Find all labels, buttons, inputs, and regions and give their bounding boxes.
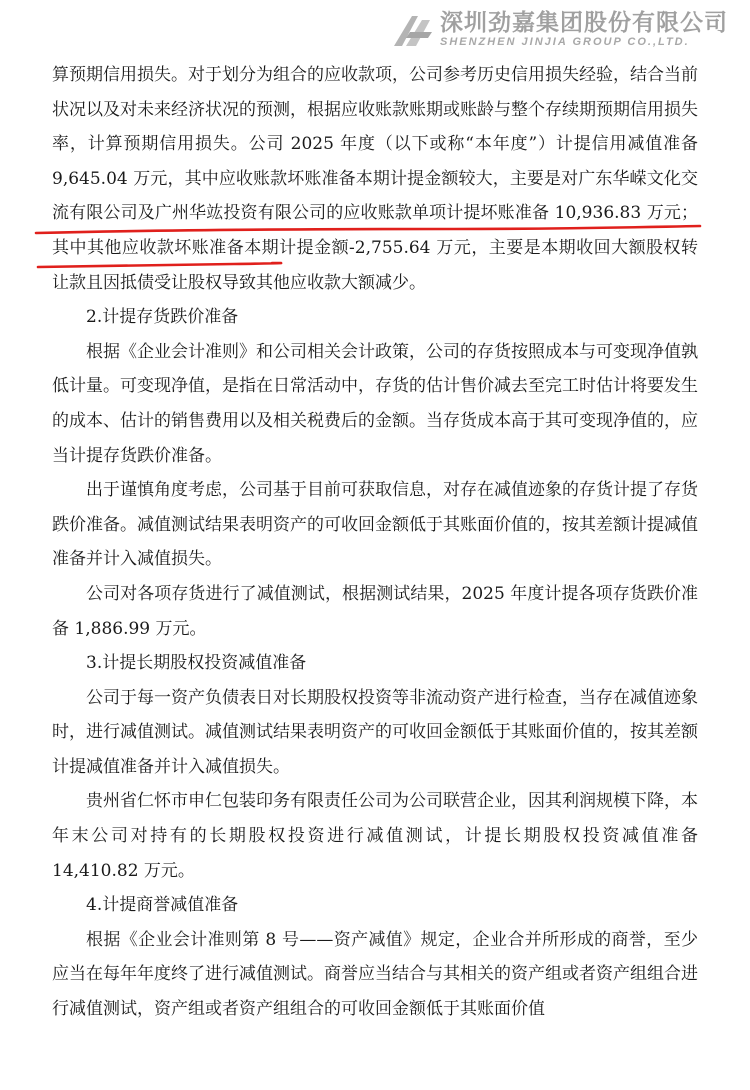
jinjia-logo-icon [390,10,434,50]
section-heading-inventory: 2.计提存货跌价准备 [86,307,239,328]
section-heading-equity-investment: 3.计提长期股权投资减值准备 [86,653,307,674]
section-heading-goodwill: 4.计提商誉减值准备 [86,895,239,916]
paragraph-equity-result: 贵州省仁怀市申仁包装印务有限责任公司为公司联营企业，因其利润规模下降，本年末公司对持有的长期股权投资进行减值测试，计提长期股权投资减值准备 14,410.82 万元。 [52,791,698,881]
company-name-cn: 深圳劲嘉集团股份有限公司 [440,10,728,36]
document-body [52,58,698,1027]
paragraph-equity-policy: 公司于每一资产负债表日对长期股权投资等非流动资产进行检查，当存在减值迹象时，进行减值测试。减值测试结果表明资产的可收回金额低于其账面价值的，按其差额计提减值准备并计入减值损失。 [52,687,698,777]
company-logo-text [440,11,728,49]
paragraph-credit-impairment: 算预期信用损失。对于划分为组合的应收款项，公司参考历史信用损失经验，结合当前状况以及对未来经济状况的预测，根据应收账款账期或账龄与整个存续期预期信用损失率，计算预期信用损失。公司 2025 年度（以下或称“本年度”）计提信用减值准备 9,645.04 万元，其中应收账款坏账准备本期计提金额较大，主要是对广东华嵘文化交流有限公司及广州华竑投资有限公司的应收账款单项计提坏账准备 10,936.83 万元；其中其他应收款坏账准备本期计提金额-2,755.64 万元，主要是本期收回大额股权转让款且因抵债受让股权导致其他应收款大额减少。 [52,65,698,293]
paragraph-inventory-prudence: 出于谨慎角度考虑，公司基于目前可获取信息，对存在减值迹象的存货计提了存货跌价准备。减值测试结果表明资产的可收回金额低于其账面价值的，按其差额计提减值准备并计入减值损失。 [52,480,698,570]
page-header [390,8,728,52]
company-name-en: SHENZHEN JINJIA GROUP CO.,LTD. [440,36,690,48]
paragraph-inventory-policy: 根据《企业会计准则》和公司相关会计政策，公司的存货按照成本与可变现净值孰低计量。可变现净值，是指在日常活动中，存货的估计售价减去至完工时估计将要发生的成本、估计的销售费用以及相关税费后的金额。当存货成本高于其可变现净值的，应当计提存货跌价准备。 [52,341,698,466]
paragraph-inventory-result: 公司对各项存货进行了减值测试，根据测试结果，2025 年度计提各项存货跌价准备 1,886.99 万元。 [52,583,698,639]
paragraph-goodwill-policy: 根据《企业会计准则第 8 号——资产减值》规定，企业合并所形成的商誉，至少应当在每年年度终了进行减值测试。商誉应当结合与其相关的资产组或者资产组组合进行减值测试，资产组或者资产组组合的可收回金额低于其账面价值 [52,929,698,1020]
